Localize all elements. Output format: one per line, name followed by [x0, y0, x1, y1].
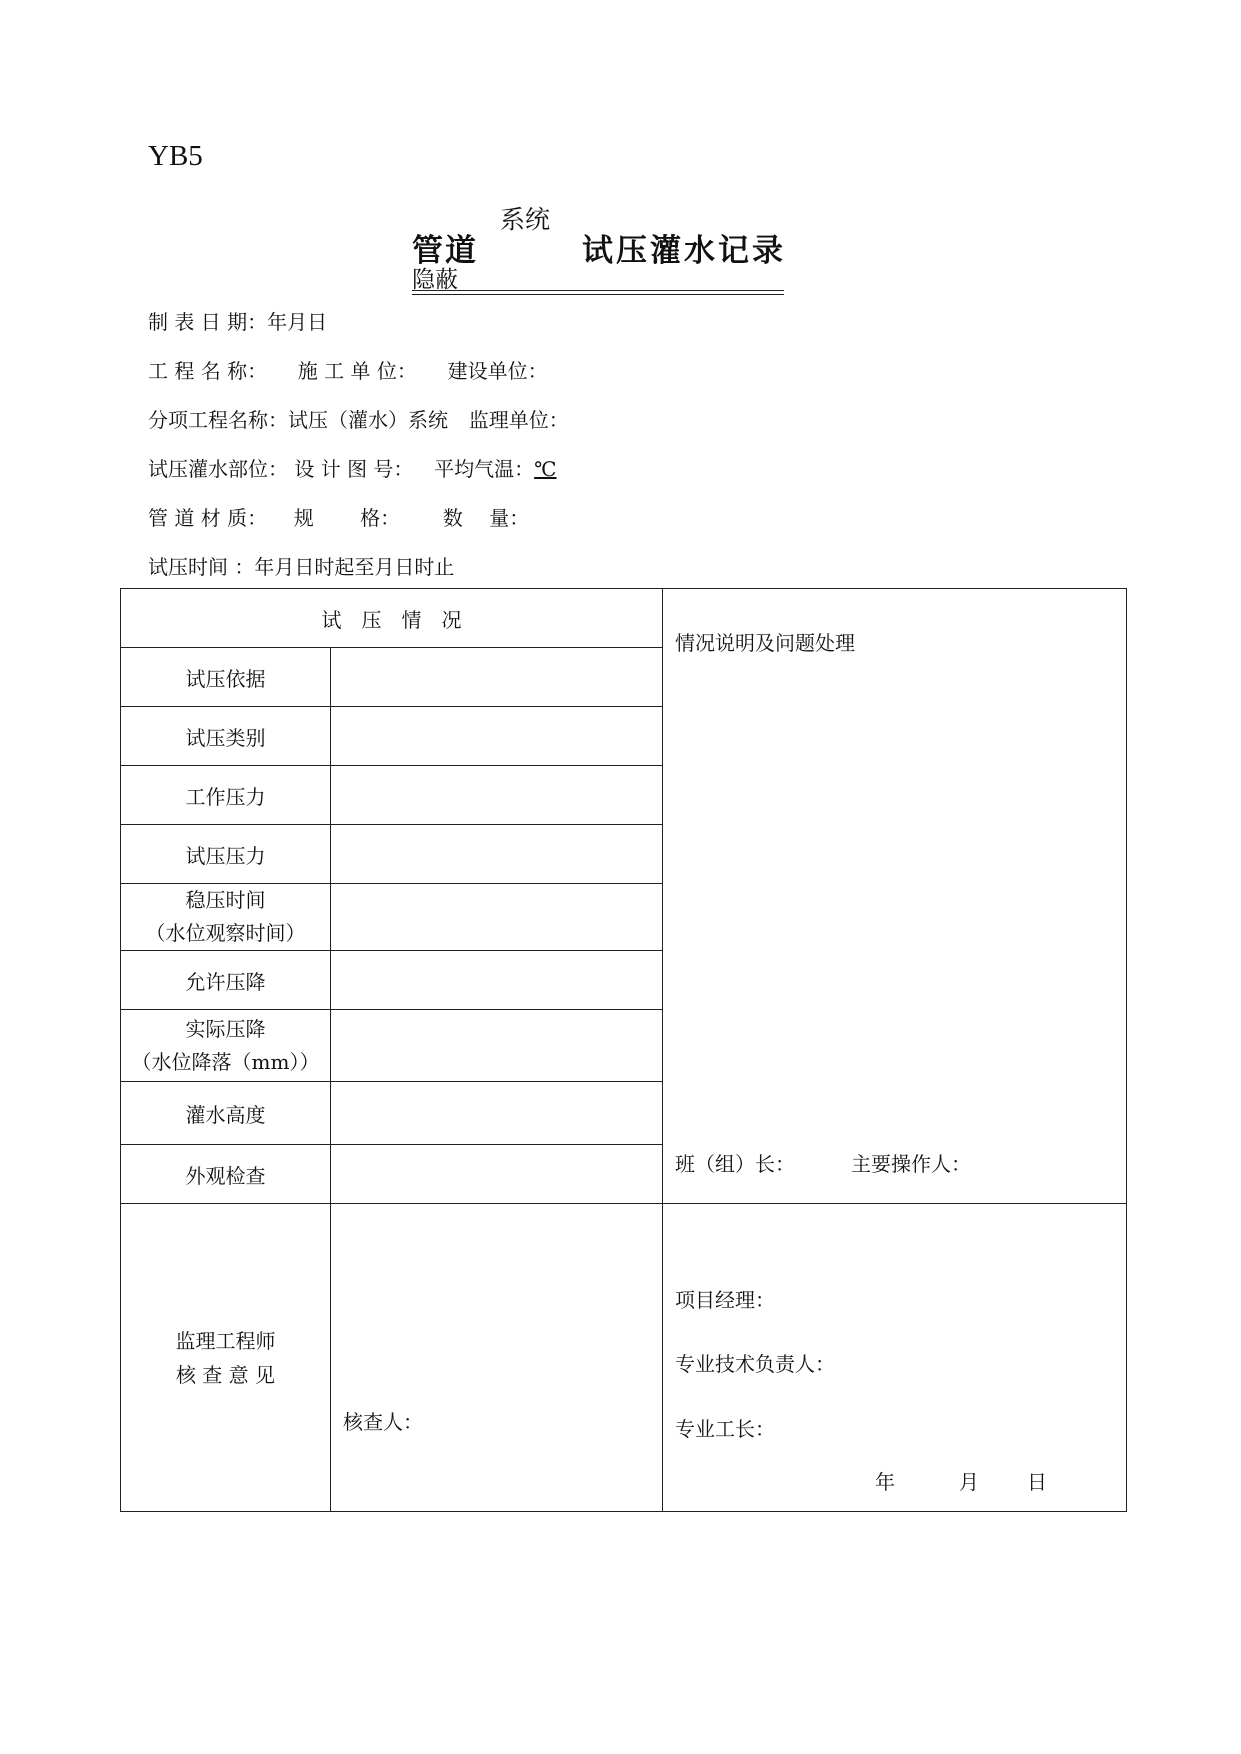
row-value[interactable] — [331, 884, 663, 951]
row-label: 灌水高度 — [121, 1082, 331, 1145]
sign-date — [875, 1466, 1047, 1495]
supervision-unit-label: 监理单位： — [468, 408, 569, 432]
test-record-table — [120, 588, 1127, 1512]
notes-title: 情况说明及问题处理 — [675, 631, 855, 655]
sub-project-label: 分项工程名称：试压（灌水）系统 — [148, 408, 448, 432]
row-value[interactable] — [331, 951, 663, 1010]
team-leader-label: 班（组）长： — [675, 1152, 795, 1176]
row-label: 外观检查 — [121, 1145, 331, 1204]
row-value[interactable] — [331, 1082, 663, 1145]
tech-lead-label: 专业技术负责人： — [675, 1352, 835, 1376]
date-value: 年月日 — [267, 310, 328, 334]
main-operator-label: 主要操作人： — [851, 1152, 971, 1176]
pipe-material-label: 管 道 材 质： — [148, 506, 268, 530]
row-label: 试压类别 — [121, 707, 331, 766]
meta-material-row — [148, 502, 529, 531]
test-time-label: 试压时间 ： — [148, 555, 255, 579]
row-value[interactable] — [331, 707, 663, 766]
date-label: 制 表 日 期： — [148, 310, 268, 334]
title-underline — [412, 290, 784, 291]
notes-cell[interactable] — [663, 589, 1127, 1204]
spec-label: 规 格： — [293, 506, 401, 530]
avg-temp-label: 平均气温： — [434, 457, 535, 481]
test-part-label: 试压灌水部位： — [148, 457, 288, 481]
owner-unit-label: 建设单位： — [447, 359, 548, 383]
row-label: 试压依据 — [121, 648, 331, 707]
day-label: 日 — [1027, 1470, 1047, 1494]
year-label: 年 — [875, 1470, 895, 1494]
row-label: 允许压降 — [121, 951, 331, 1010]
row-value[interactable] — [331, 766, 663, 825]
checker-label: 核查人： — [343, 1410, 423, 1434]
row-label: 试压压力 — [121, 825, 331, 884]
meta-project-row — [148, 355, 548, 384]
row-label: 工作压力 — [121, 766, 331, 825]
title-underline-double — [412, 294, 784, 295]
row-value[interactable] — [331, 648, 663, 707]
title-pipe: 管道 — [412, 233, 478, 269]
project-name-label: 工 程 名 称： — [148, 359, 268, 383]
title-record: 试压灌水记录 — [582, 233, 786, 269]
row-label: 稳压时间 （水位观察时间） — [121, 884, 331, 951]
title-system: 系统 — [500, 205, 551, 234]
meta-test-time-row — [148, 551, 454, 580]
drawing-no-label: 设 计 图 号： — [294, 457, 414, 481]
row-label: 实际压降 （水位降落（mm）） — [121, 1010, 331, 1082]
meta-test-part-row — [148, 453, 557, 482]
row-value[interactable] — [331, 825, 663, 884]
table-header: 试 压 情 况 — [121, 589, 663, 648]
project-manager-label: 项目经理： — [675, 1288, 775, 1312]
foreman-label: 专业工长： — [675, 1417, 775, 1441]
signature-cell[interactable] — [663, 1204, 1127, 1512]
supervisor-label: 监理工程师 核 查 意 见 — [121, 1204, 331, 1512]
quantity-label: 数 量： — [442, 506, 530, 530]
team-sign-row — [675, 1148, 971, 1177]
form-code: YB5 — [148, 140, 203, 172]
supervisor-opinion-cell[interactable] — [331, 1204, 663, 1512]
construction-unit-label: 施 工 单 位： — [297, 359, 417, 383]
row-value[interactable] — [331, 1010, 663, 1082]
row-value[interactable] — [331, 1145, 663, 1204]
test-time-value: 年月日时起至月日时止 — [254, 555, 455, 579]
meta-date-row — [148, 306, 327, 335]
month-label: 月 — [959, 1470, 979, 1494]
temp-unit: ℃ — [534, 457, 557, 481]
title-concealed: 隐蔽 — [412, 267, 458, 293]
meta-subproject-row — [148, 404, 569, 433]
